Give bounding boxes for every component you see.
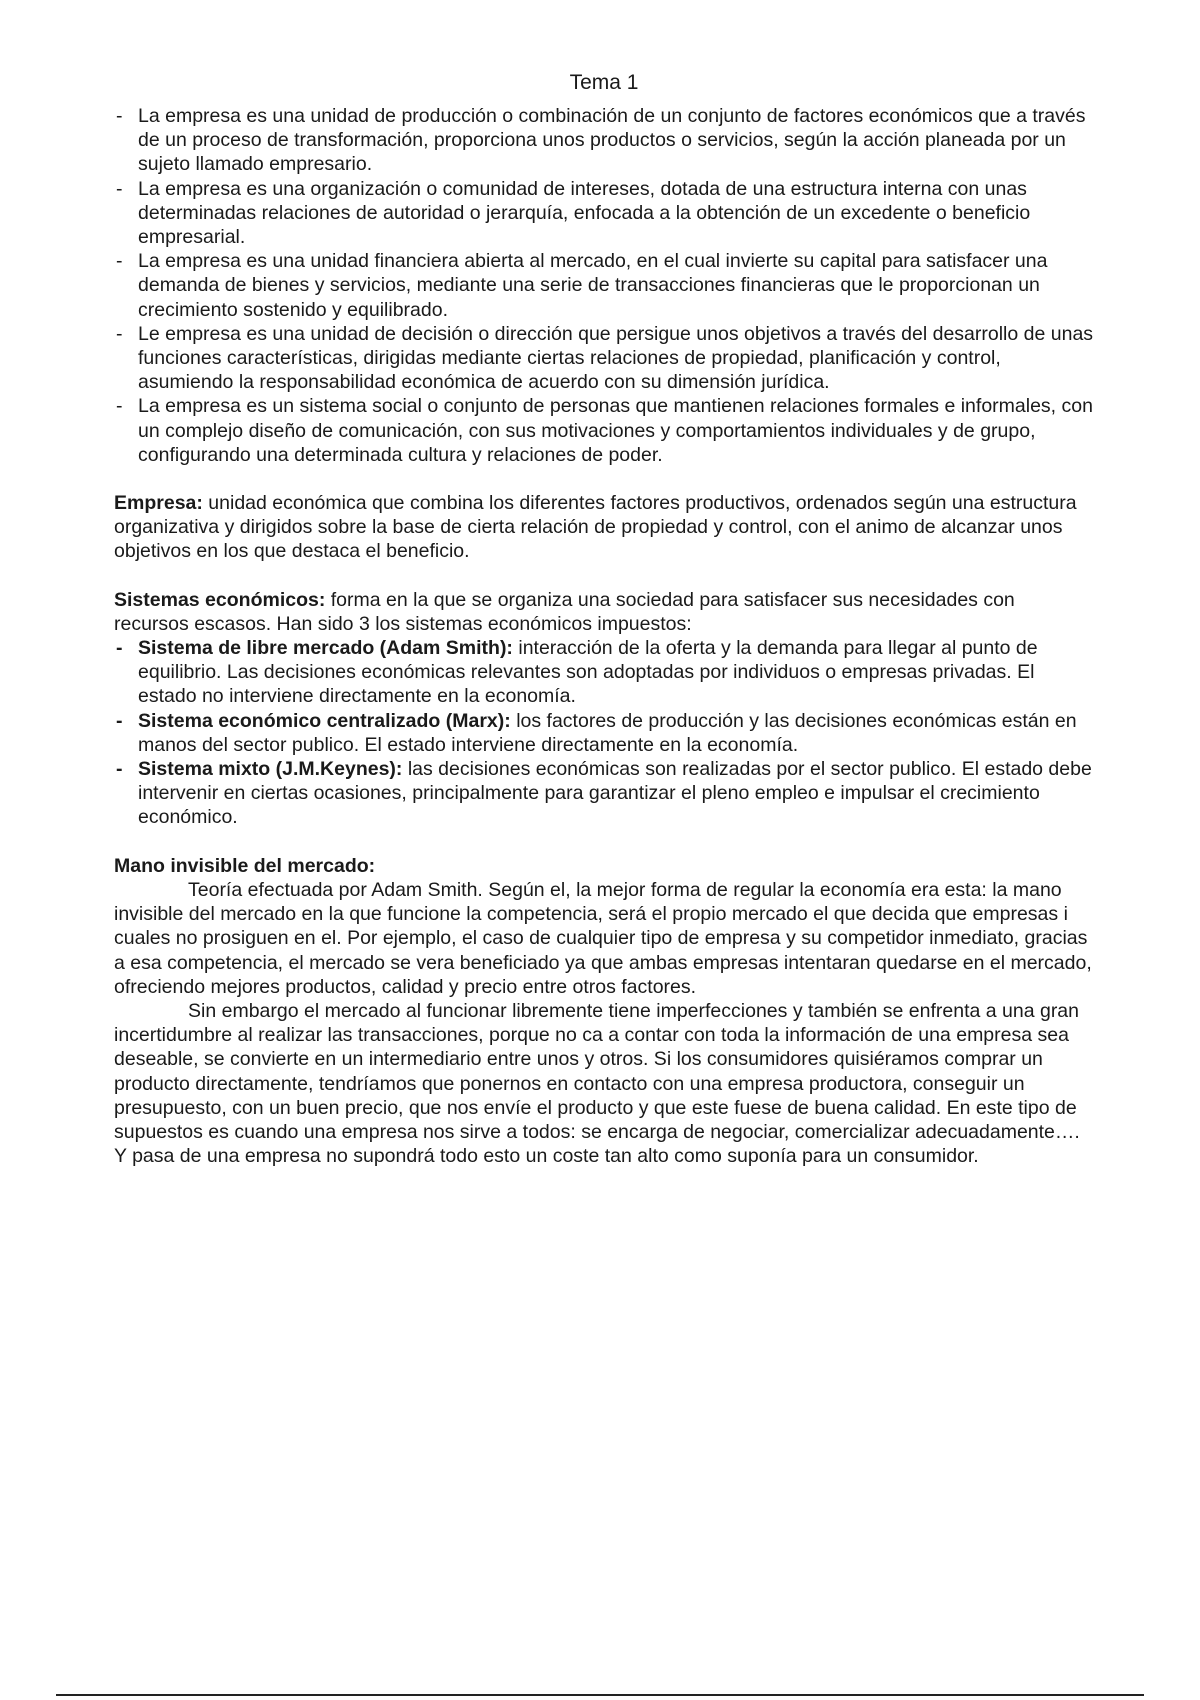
footer-divider	[56, 1694, 1144, 1696]
list-item	[114, 636, 1094, 709]
sistemas-intro	[114, 588, 1094, 636]
list-item	[114, 757, 1094, 830]
sistemas-text: forma en la que se organiza una sociedad para satisfacer sus necesidades con recursos escasos. Han sido 3 los sistemas económicos impuestos:	[114, 588, 1015, 635]
sistema-term: Sistema mixto (J.M.Keynes):	[138, 758, 403, 781]
list-item: - Le empresa es una unidad de decisión o dirección que persigue unos objetivos a través del desarrollo de unas funciones características, dirigidas mediante ciertas relaciones de propiedad, planificación y control, asumiendo la responsabilidad económica de acuerdo con su dimensión jurídica.	[114, 322, 1094, 395]
sistemas-list	[114, 636, 1094, 830]
list-item: - La empresa es un sistema social o conjunto de personas que mantienen relaciones formales e informales, con un complejo diseño de comunicación, con sus motivaciones y comportamientos individuales y de grupo, configurando una determinada cultura y relaciones de poder.	[114, 394, 1094, 467]
empresa-term: Empresa:	[114, 492, 203, 515]
sistemas-term: Sistemas económicos:	[114, 588, 326, 611]
list-item: - La empresa es una organización o comunidad de intereses, dotada de una estructura interna con unas determinadas relaciones de autoridad o jerarquía, enfocada a la obtención de un excedente o beneficio empresarial.	[114, 177, 1094, 250]
definitions-list	[114, 104, 1094, 467]
list-item: - La empresa es una unidad de producción o combinación de un conjunto de factores económicos que a través de un proceso de transformación, proporciona unos productos o servicios, según la acción planeada por un sujeto llamado empresario.	[114, 104, 1094, 177]
document-page	[114, 70, 1094, 1168]
sistema-term: Sistema de libre mercado (Adam Smith):	[138, 637, 513, 660]
empresa-text: unidad económica que combina los diferentes factores productivos, ordenados según una estructura organizativa y dirigidos sobre la base de cierta relación de propiedad y control, con el animo de alcanzar unos objetivos en los que destaca el beneficio.	[114, 492, 1077, 563]
sistema-text: los factores de producción y las decisiones económicas están en manos del sector publico. El estado interviene directamente en la economía.	[138, 709, 1077, 756]
sistema-text: las decisiones económicas son realizadas por el sector publico. El estado debe intervenir en ciertas ocasiones, principalmente para garantizar el pleno empleo e impulsar el crecimiento económico.	[138, 758, 1092, 829]
list-item	[114, 709, 1094, 757]
sistema-term: Sistema económico centralizado (Marx):	[138, 709, 511, 732]
list-item: - La empresa es una unidad financiera abierta al mercado, en el cual invierte su capital para satisfacer una demanda de bienes y servicios, mediante una serie de transacciones financieras que le proporcionan un crecimiento sostenido y equilibrado.	[114, 249, 1094, 322]
mano-paragraph: Teoría efectuada por Adam Smith. Según el, la mejor forma de regular la economía era esta: la mano invisible del mercado en la que funcione la competencia, será el propio mercado el que decida que empresas i cuales no prosiguen en el. Por ejemplo, el caso de cualquier tipo de empresa y su competidor inmediato, gracias a esa competencia, el mercado se vera beneficiado ya que ambas empresas intentaran quedarse en el mercado, ofreciendo mejores productos, calidad y precio entre otros factores.	[114, 878, 1092, 998]
page-title: Tema 1	[569, 71, 639, 94]
mano-heading-text: Mano invisible del mercado:	[114, 854, 376, 877]
empresa-definition	[114, 491, 1094, 564]
mano-paragraph: Sin embargo el mercado al funcionar libremente tiene imperfecciones y también se enfrenta a una gran incertidumbre al realizar las transacciones, porque no ca a contar con toda la información de una empresa sea deseable, se convierte en un intermediario entre unos y otros. Si los consumidores quisiéramos comprar un producto directamente, tendríamos que ponernos en contacto con una empresa productora, conseguir un presupuesto, con un buen precio, que nos envíe el producto y que este fuese de buena calidad. En este tipo de supuestos es cuando una empresa nos sirve a todos: se encarga de negociar, comercializar adecuadamente…. Y pasa de una empresa no supondrá todo esto un coste tan alto como suponía para un consumidor.	[114, 999, 1080, 1168]
mano-heading	[114, 854, 1094, 878]
sistema-text: interacción de la oferta y la demanda para llegar al punto de equilibrio. Las decisiones económicas relevantes son adoptadas por individuos o empresas privadas. El estado no interviene directamente en la economía.	[138, 637, 1038, 708]
